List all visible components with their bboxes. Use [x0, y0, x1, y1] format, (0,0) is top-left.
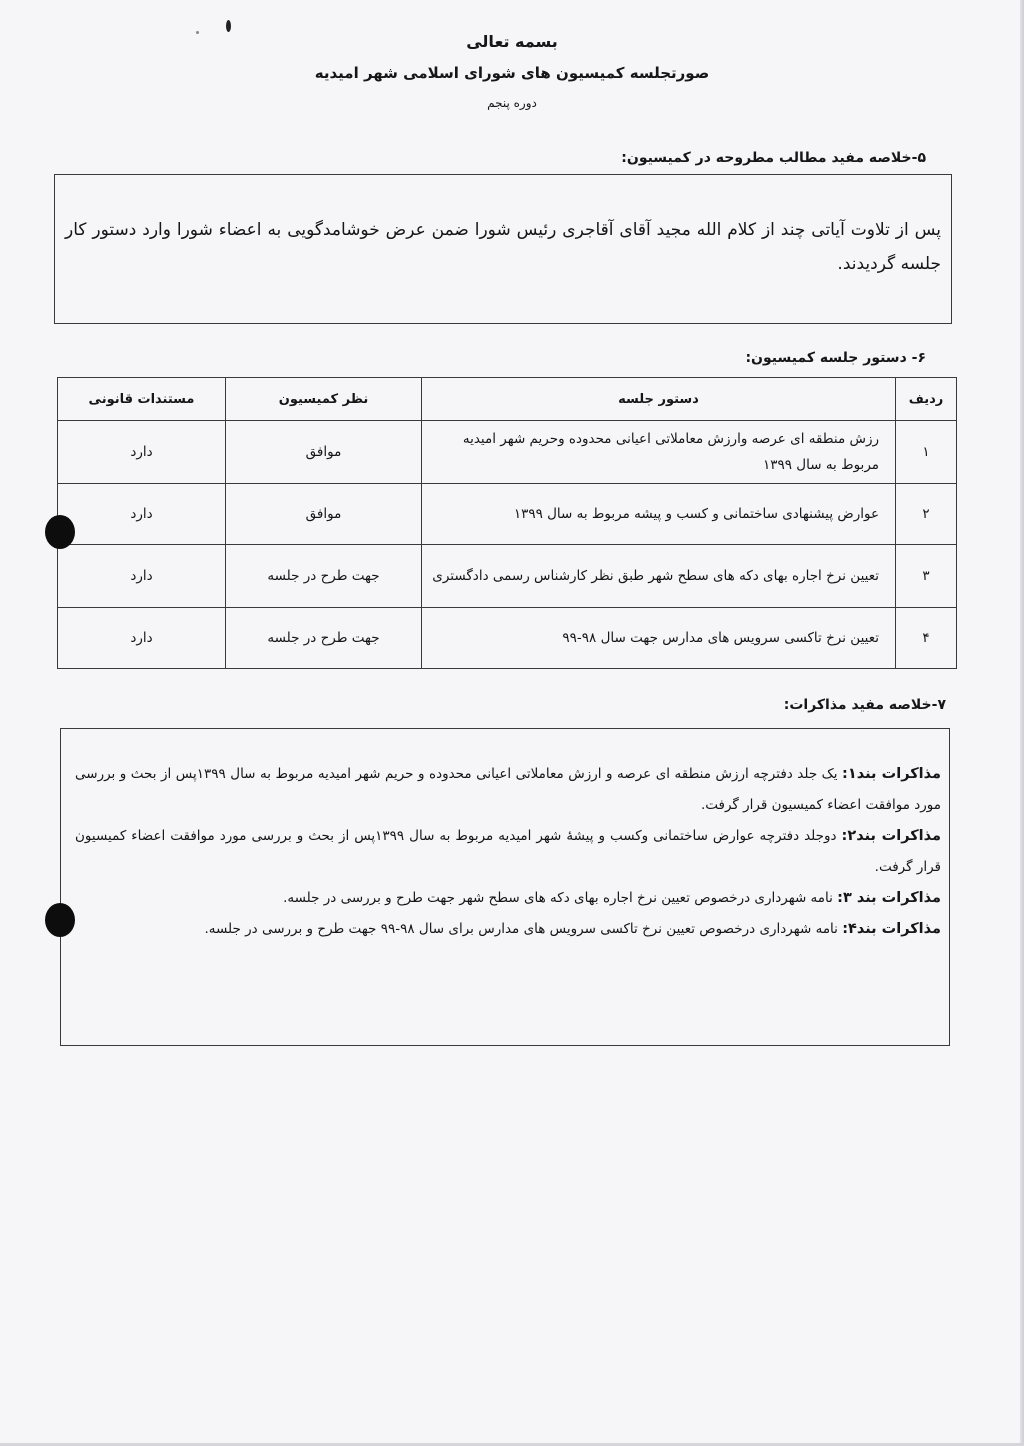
discussion-item-label: مذاکرات بند۴: [842, 921, 941, 937]
commission-opinion: موافق [226, 484, 422, 545]
table-row [58, 421, 957, 484]
summary-heading: ۵-خلاصه مفید مطالب مطروحه در کمیسیون: [621, 150, 926, 166]
summary-text: پس از تلاوت آیاتی چند از کلام الله مجید آقای آقاجری رئیس شورا ضمن عرض خوشامدگویی به اعضاء شورا وارد دستور کار جلسه گردیدند. [65, 220, 941, 274]
punch-hole [45, 515, 75, 549]
discussion-item [75, 759, 941, 821]
legal-documents: دارد [58, 608, 226, 669]
table-header-row [58, 378, 957, 421]
table-row [58, 484, 957, 545]
table-row [58, 608, 957, 669]
table-row [58, 545, 957, 608]
discussion-list [75, 759, 941, 945]
discussion-item-label: مذاکرات بند۲: [841, 828, 941, 844]
commission-opinion: جهت طرح در جلسه [226, 608, 422, 669]
discussion-item-label: مذاکرات بند ۳: [837, 890, 941, 906]
punch-hole [45, 903, 75, 937]
column-header-agenda: دستور جلسه [422, 378, 896, 421]
scan-speck [226, 20, 231, 32]
discussion-item-label: مذاکرات بند۱: [842, 766, 941, 782]
agenda-topic: عوارض پیشنهادی ساختمانی و کسب و پیشه مربوط به سال ۱۳۹۹ [422, 484, 896, 545]
discussion-item [75, 914, 941, 945]
row-number: ۴ [896, 608, 957, 669]
commission-opinion: جهت طرح در جلسه [226, 545, 422, 608]
agenda-topic: رزش منطقه ای عرصه وارزش معاملاتی اعیانی محدوده وحریم شهر امیدیه مربوط به سال ۱۳۹۹ [422, 421, 896, 484]
column-header-row-no: ردیف [896, 378, 957, 421]
discussion-item [75, 821, 941, 883]
discussion-heading: ۷-خلاصه مفید مذاکرات: [783, 697, 946, 713]
discussion-box [60, 728, 950, 1046]
discussion-item-text: یک جلد دفترچه ارزش منطقه ای عرصه و ارزش معاملاتی اعیانی محدوده و حریم شهر امیدیه مربوط به سال ۱۳۹۹پس از بحث و بررسی مورد موافقت اعضاء کمیسیون قرار گرفت. [75, 766, 941, 813]
row-number: ۳ [896, 545, 957, 608]
discussion-item-text: نامه شهرداری درخصوص تعیین نرخ تاکسی سرویس های مدارس برای سال ۹۸-۹۹ جهت طرح و بررسی در جلسه. [204, 921, 843, 937]
document-title: صورتجلسه کمیسیون های شورای اسلامی شهر امیدیه [314, 64, 710, 82]
row-number: ۲ [896, 484, 957, 545]
legal-documents: دارد [58, 484, 226, 545]
discussion-item-text: نامه شهرداری درخصوص تعیین نرخ اجاره بهای دکه های سطح شهر جهت طرح و بررسی در جلسه. [283, 890, 838, 906]
legal-documents: دارد [58, 421, 226, 484]
document-subtitle: دوره پنجم [487, 96, 537, 110]
column-header-opinion: نظر کمیسیون [226, 378, 422, 421]
row-number: ۱ [896, 421, 957, 484]
agenda-heading: ۶- دستور جلسه کمیسیون: [745, 350, 926, 366]
discussion-item-text: دوجلد دفترچه عوارض ساختمانی وکسب و پیشهٔ شهر امیدیه مربوط به سال ۱۳۹۹پس از بحث و بررسی مورد موافقت اعضاء کمیسیون قرار گرفت. [75, 828, 941, 875]
bismillah-heading: بسمه تعالی [466, 32, 558, 51]
agenda-topic: تعیین نرخ اجاره بهای دکه های سطح شهر طبق نظر کارشناس رسمی دادگستری [422, 545, 896, 608]
agenda-table [57, 377, 957, 669]
commission-opinion: موافق [226, 421, 422, 484]
discussion-item [75, 883, 941, 914]
legal-documents: دارد [58, 545, 226, 608]
agenda-topic: تعیین نرخ تاکسی سرویس های مدارس جهت سال ۹۸-۹۹ [422, 608, 896, 669]
summary-box [54, 174, 952, 324]
column-header-documents: مستندات قانونی [58, 378, 226, 421]
